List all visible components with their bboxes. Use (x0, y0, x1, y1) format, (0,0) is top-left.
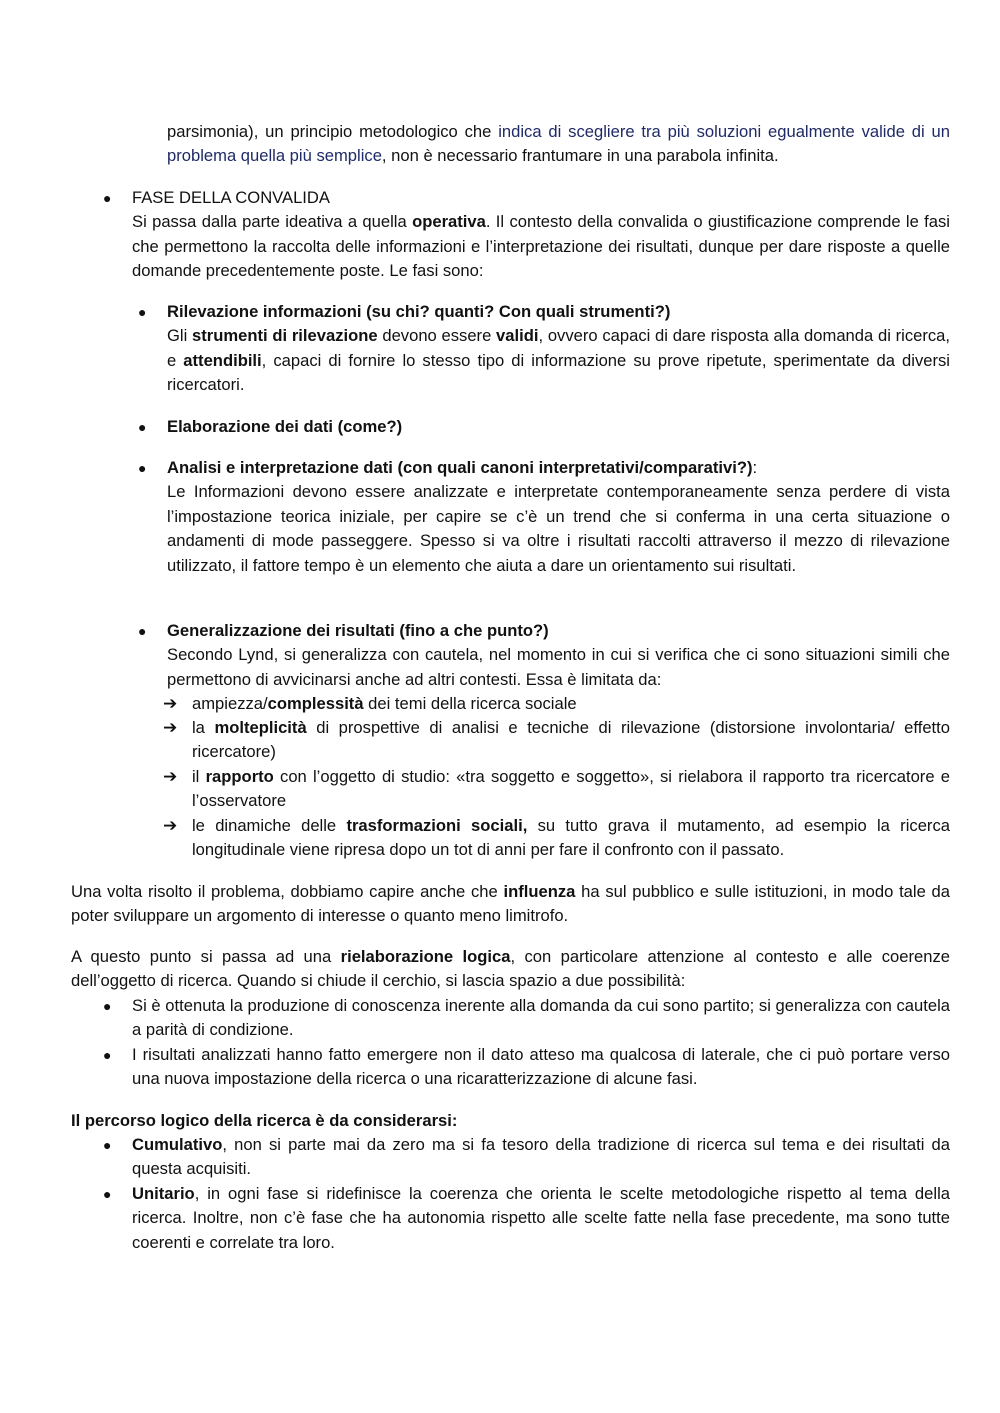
sub3-section: Analisi e interpretazione dati (con quali canoni interpretativi/comparativi?): Le Informazioni devono essere analizzate e interpretate contemporaneamente senza perdere di vista l’impostazione teorica iniziale, per capire se c’è un trend che si conferma in una certa situazione o andamenti di mode passeggere. Spesso si va oltre i risultati raccolti attraverso il mezzo di rilevazione utilizzato, il fattore tempo è un elemento che aiuta a dare un orientamento sui risultati. (167, 456, 950, 578)
list-item: I risultati analizzati hanno fatto emergere non il dato atteso ma qualcosa di laterale, che ci può portare verso una nuova impostazione della ricerca o una ricaratterizzazione di alcune fasi. (132, 1045, 950, 1089)
bullet-sub2: ● (138, 419, 147, 435)
percorso-heading: Il percorso logico della ricerca è da considerarsi: (71, 1111, 458, 1130)
list-item: Si è ottenuta la produzione di conoscenza inerente alla domanda da cui sono partito; si generalizza con cautela a parità di condizione. (132, 996, 950, 1040)
arrow-icon: ➔ (163, 694, 178, 713)
arrow-item: le dinamiche delle trasformazioni sociali, su tutto grava il mutamento, ad esempio la ricerca longitudinale viene ripresa dopo un tot di anni per fare il confronto con il passato. (192, 816, 950, 860)
sub2-section (167, 415, 950, 439)
sub1-title: Rilevazione informazioni (su chi? quanti? Con quali strumenti?) (167, 302, 671, 321)
paragraph-influenza: Una volta risolto il problema, dobbiamo capire anche che influenza ha sul pubblico e sulle istituzioni, in modo tale da poter sviluppare un argomento di interesse o quanto meno limitrofo. (71, 882, 951, 926)
sub2-title: Elaborazione dei dati (come?) (167, 417, 403, 436)
fase-title: FASE DELLA CONVALIDA (132, 188, 330, 207)
arrow-item: il rapporto con l’oggetto di studio: «tra soggetto e soggetto», si rielabora il rapporto tra ricercatore e l’osservatore (192, 767, 951, 811)
sub4-body: Secondo Lynd, si generalizza con cautela, nel momento in cui si verifica che ci sono situazioni simili che permettono di avvicinarsi anche ad altri contesti. Essa è limitata da: (167, 645, 950, 689)
intro-paragraph (167, 120, 950, 169)
fase-section (132, 186, 950, 284)
bullet-unitario: ● (103, 1186, 112, 1202)
sub1-body: Gli strumenti di rilevazione devono essere validi, ovvero capaci di dare risposta alla domanda di ricerca, e attendibili, capaci di fornire lo stesso tipo di informazione su prove ripetute, sperimentate da diversi ricercatori. (167, 326, 951, 395)
bullet-sub1: ● (138, 304, 147, 320)
bullet-cumulativo: ● (103, 1137, 112, 1153)
sub1-section (167, 300, 950, 398)
sub3-body: Le Informazioni devono essere analizzate e interpretate contemporaneamente senza perdere di vista l’impostazione teorica iniziale, per capire se c’è un trend che si conferma in una certa situazione o andamenti di mode passeggere. Spesso si va oltre i risultati raccolti attraverso il mezzo di rilevazione utilizzato, il fattore tempo è un elemento che aiuta a dare un orientamento sui risultati. (167, 482, 950, 575)
arrow-item: la molteplicità di prospettive di analisi e tecniche di rilevazione (distorsione involontaria/ effetto ricercatore) (192, 718, 951, 762)
sub3-title: Analisi e interpretazione dati (con quali canoni interpretativi/comparativi?) (167, 458, 753, 477)
bullet-sub3: ● (138, 460, 147, 476)
bullet-sub4: ● (138, 623, 147, 639)
intro-highlight: indica di scegliere tra più soluzioni egualmente valide di un problema quella più semplice (167, 122, 950, 166)
fase-paragraph: Si passa dalla parte ideativa a quella operativa. Il contesto della convalida o giustificazione comprende le fasi che permettono la raccolta delle informazioni e l’interpretazione dei risultati, dunque per dare risposte a quelle domande precedentemente poste. Le fasi sono: (132, 212, 950, 281)
sub4-title: Generalizzazione dei risultati (fino a che punto?) (167, 621, 549, 640)
sub4-section (167, 619, 950, 692)
paragraph-rielaborazione: A questo punto si passa ad una rielaborazione logica, con particolare attenzione al contesto e alle coerenze dell’oggetto di ricerca. Quando si chiude il cerchio, si lascia spazio a due possibilità: (71, 947, 950, 991)
list-item: Cumulativo, non si parte mai da zero ma si fa tesoro della tradizione di ricerca sul tema e dei risultati da questa acquisiti. (132, 1135, 950, 1179)
arrow-icon: ➔ (163, 816, 178, 835)
arrow-icon: ➔ (163, 767, 178, 786)
arrow-item: ampiezza/complessità dei temi della ricerca sociale (192, 694, 577, 713)
bullet-possibility-1: ● (103, 998, 112, 1014)
list-item: Unitario, in ogni fase si ridefinisce la coerenza che orienta le scelte metodologiche rispetto al tema della ricerca. Inoltre, non c’è fase che ha autonomia rispetto alle scelte fatte nella fase precedente, ma sono tutte coerenti e correlate tra loro. (132, 1184, 950, 1252)
bullet-fase: ● (103, 190, 112, 206)
intro-text-a: parsimonia), un principio metodologico che (167, 122, 499, 141)
intro-text-b: , non è necessario frantumare in una parabola infinita. (381, 146, 779, 166)
arrow-icon: ➔ (163, 718, 178, 737)
bullet-possibility-2: ● (103, 1047, 112, 1063)
